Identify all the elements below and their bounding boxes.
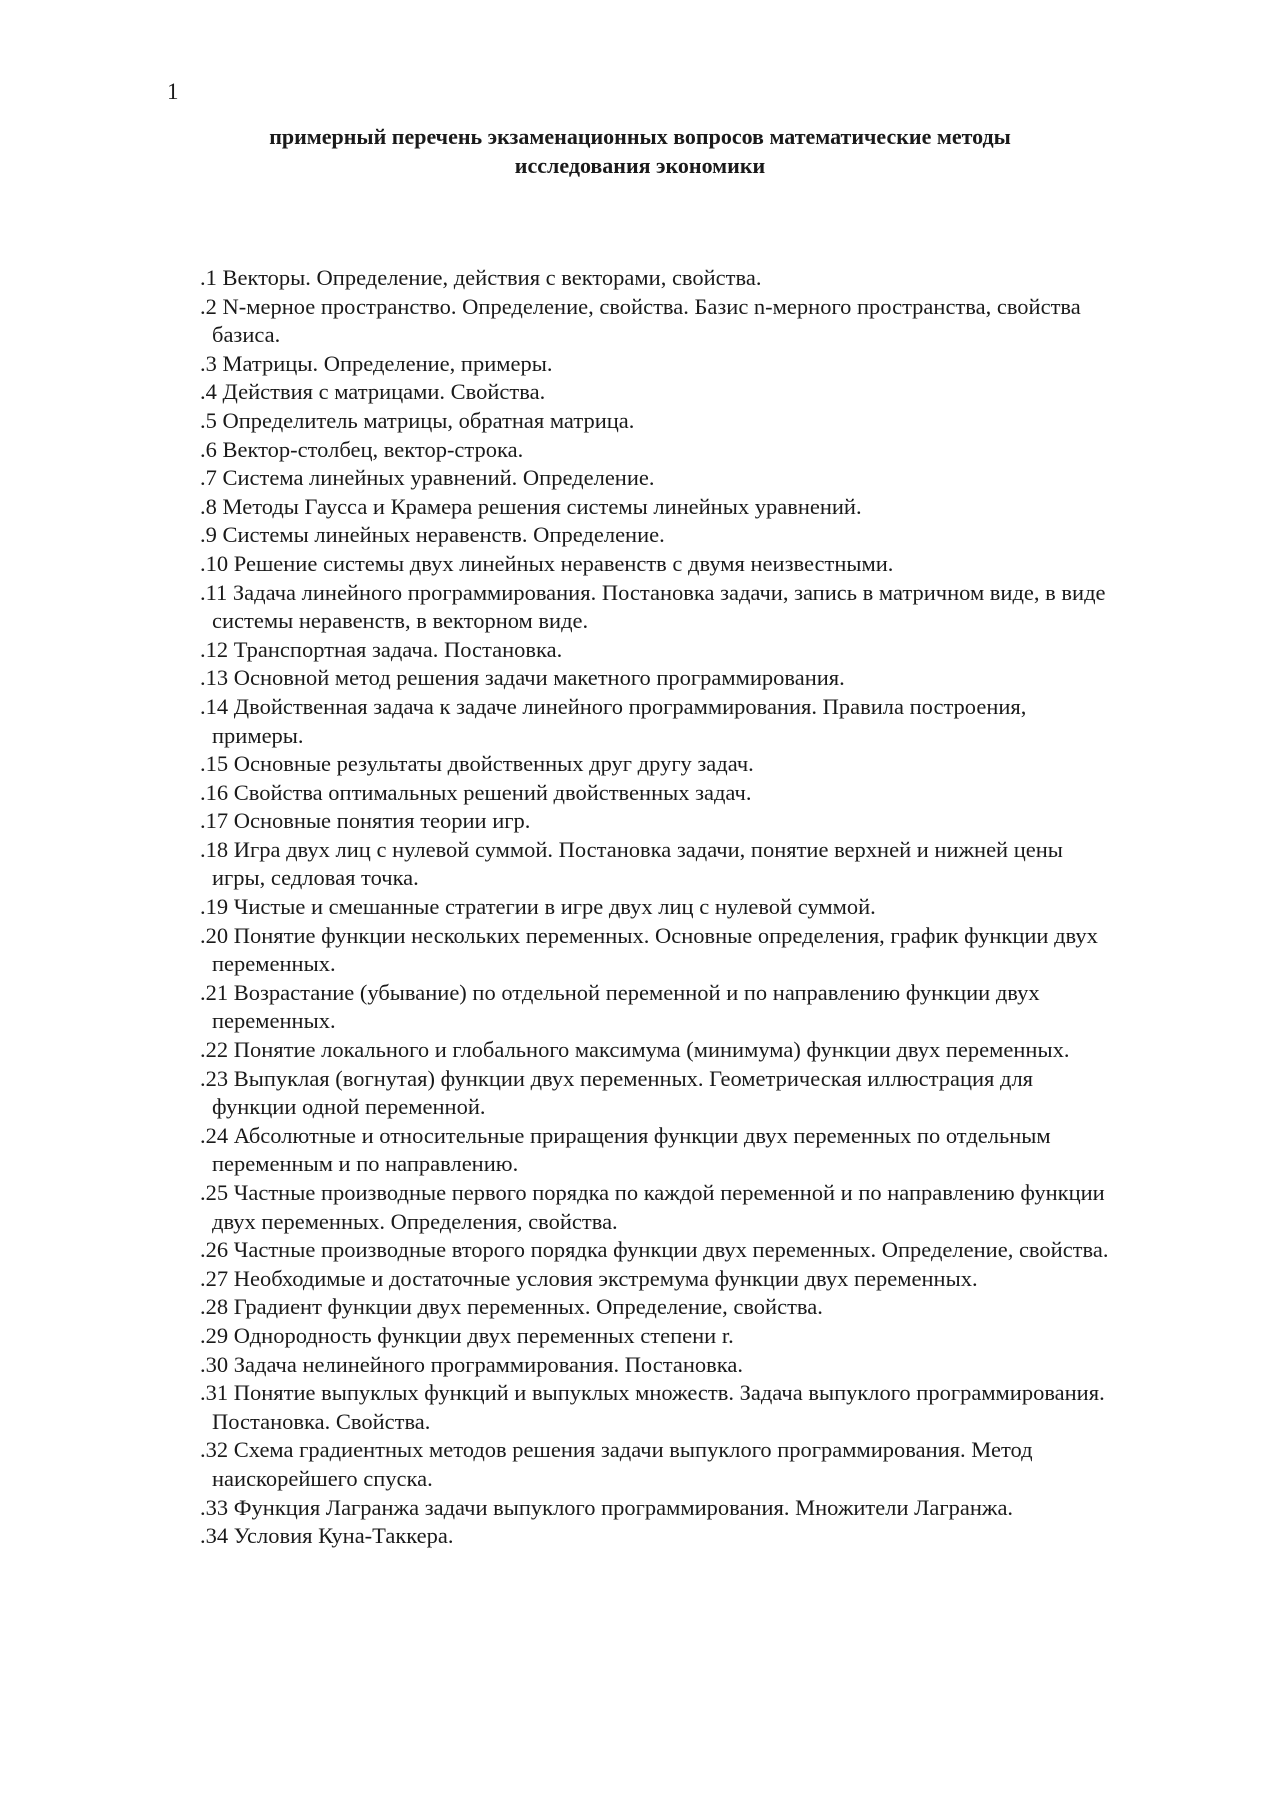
list-item: .14 Двойственная задача к задаче линейного программирования. Правила построения, примеры. bbox=[200, 693, 1027, 748]
list-item: .5 Определитель матрицы, обратная матрица. bbox=[200, 407, 635, 433]
list-item: .10 Решение системы двух линейных неравенств с двумя неизвестными. bbox=[200, 550, 894, 576]
list-item: .28 Градиент функции двух переменных. Определение, свойства. bbox=[200, 1294, 823, 1320]
list-item: .17 Основные понятия теории игр. bbox=[200, 808, 531, 834]
list-item: .26 Частные производные второго порядка функции двух переменных. Определение, свойства. bbox=[200, 1237, 1109, 1263]
list-item: .13 Основной метод решения задачи макетного программирования. bbox=[200, 665, 845, 691]
question-list bbox=[200, 264, 1120, 1551]
list-item: .29 Однородность функции двух переменных степени r. bbox=[200, 1322, 734, 1348]
list-item: .27 Необходимые и достаточные условия экстремума функции двух переменных. bbox=[200, 1265, 978, 1291]
title-line-1: примерный перечень экзаменационных вопросов математические методы bbox=[269, 124, 1011, 149]
page-title bbox=[150, 123, 1130, 180]
list-item: .18 Игра двух лиц с нулевой суммой. Постановка задачи, понятие верхней и нижней цены игры, седловая точка. bbox=[200, 836, 1063, 891]
list-item: .24 Абсолютные и относительные приращения функции двух переменных по отдельным переменным и по направлению. bbox=[200, 1122, 1051, 1177]
list-item: .32 Схема градиентных методов решения задачи выпуклого программирования. Метод наискорейшего спуска. bbox=[200, 1437, 1033, 1491]
list-item: .6 Вектор-столбец, вектор-строка. bbox=[200, 436, 524, 462]
list-item: .9 Системы линейных неравенств. Определение. bbox=[200, 522, 665, 548]
list-item: .3 Матрицы. Определение, примеры. bbox=[200, 350, 553, 376]
list-item: .4 Действия с матрицами. Свойства. bbox=[200, 379, 546, 405]
list-item: .11 Задача линейного программирования. Постановка задачи, запись в матричном виде, в виде системы неравенств, в векторном виде. bbox=[200, 579, 1106, 634]
list-item: .7 Система линейных уравнений. Определение. bbox=[200, 465, 655, 491]
list-item: .15 Основные результаты двойственных друг другу задач. bbox=[200, 751, 754, 777]
list-item: .8 Методы Гаусса и Крамера решения системы линейных уравнений. bbox=[200, 493, 862, 519]
list-item: .30 Задача нелинейного программирования. Постановка. bbox=[200, 1351, 743, 1377]
list-item: .22 Понятие локального и глобального максимума (минимума) функции двух переменных. bbox=[200, 1037, 1070, 1063]
list-item: .34 Условия Куна-Таккера. bbox=[200, 1523, 454, 1549]
list-item: .19 Чистые и смешанные стратегии в игре двух лиц с нулевой суммой. bbox=[200, 894, 876, 920]
list-item: .16 Свойства оптимальных решений двойственных задач. bbox=[200, 779, 752, 805]
title-line-2: исследования экономики bbox=[514, 152, 766, 178]
list-item: .23 Выпуклая (вогнутая) функции двух переменных. Геометрическая иллюстрация для функции одной переменной. bbox=[200, 1065, 1034, 1120]
list-item: .2 N-мерное пространство. Определение, свойства. Базис n-мерного пространства, свойства базиса. bbox=[200, 293, 1081, 348]
list-item: .21 Возрастание (убывание) по отдельной переменной и по направлению функции двух переменных. bbox=[200, 979, 1040, 1034]
list-item: .31 Понятие выпуклых функций и выпуклых множеств. Задача выпуклого программирования. Постановка. Свойства. bbox=[200, 1380, 1105, 1434]
list-item: .12 Транспортная задача. Постановка. bbox=[200, 636, 563, 662]
page-number: 1 bbox=[167, 79, 179, 104]
list-item: .1 Векторы. Определение, действия с векторами, свойства. bbox=[200, 265, 762, 290]
list-item: .25 Частные производные первого порядка по каждой переменной и по направлению функции двух переменных. Определения, свойства. bbox=[200, 1180, 1105, 1234]
list-item: .20 Понятие функции нескольких переменных. Основные определения, график функции двух переменных. bbox=[200, 922, 1098, 977]
list-item: .33 Функция Лагранжа задачи выпуклого программирования. Множители Лагранжа. bbox=[200, 1494, 1014, 1520]
